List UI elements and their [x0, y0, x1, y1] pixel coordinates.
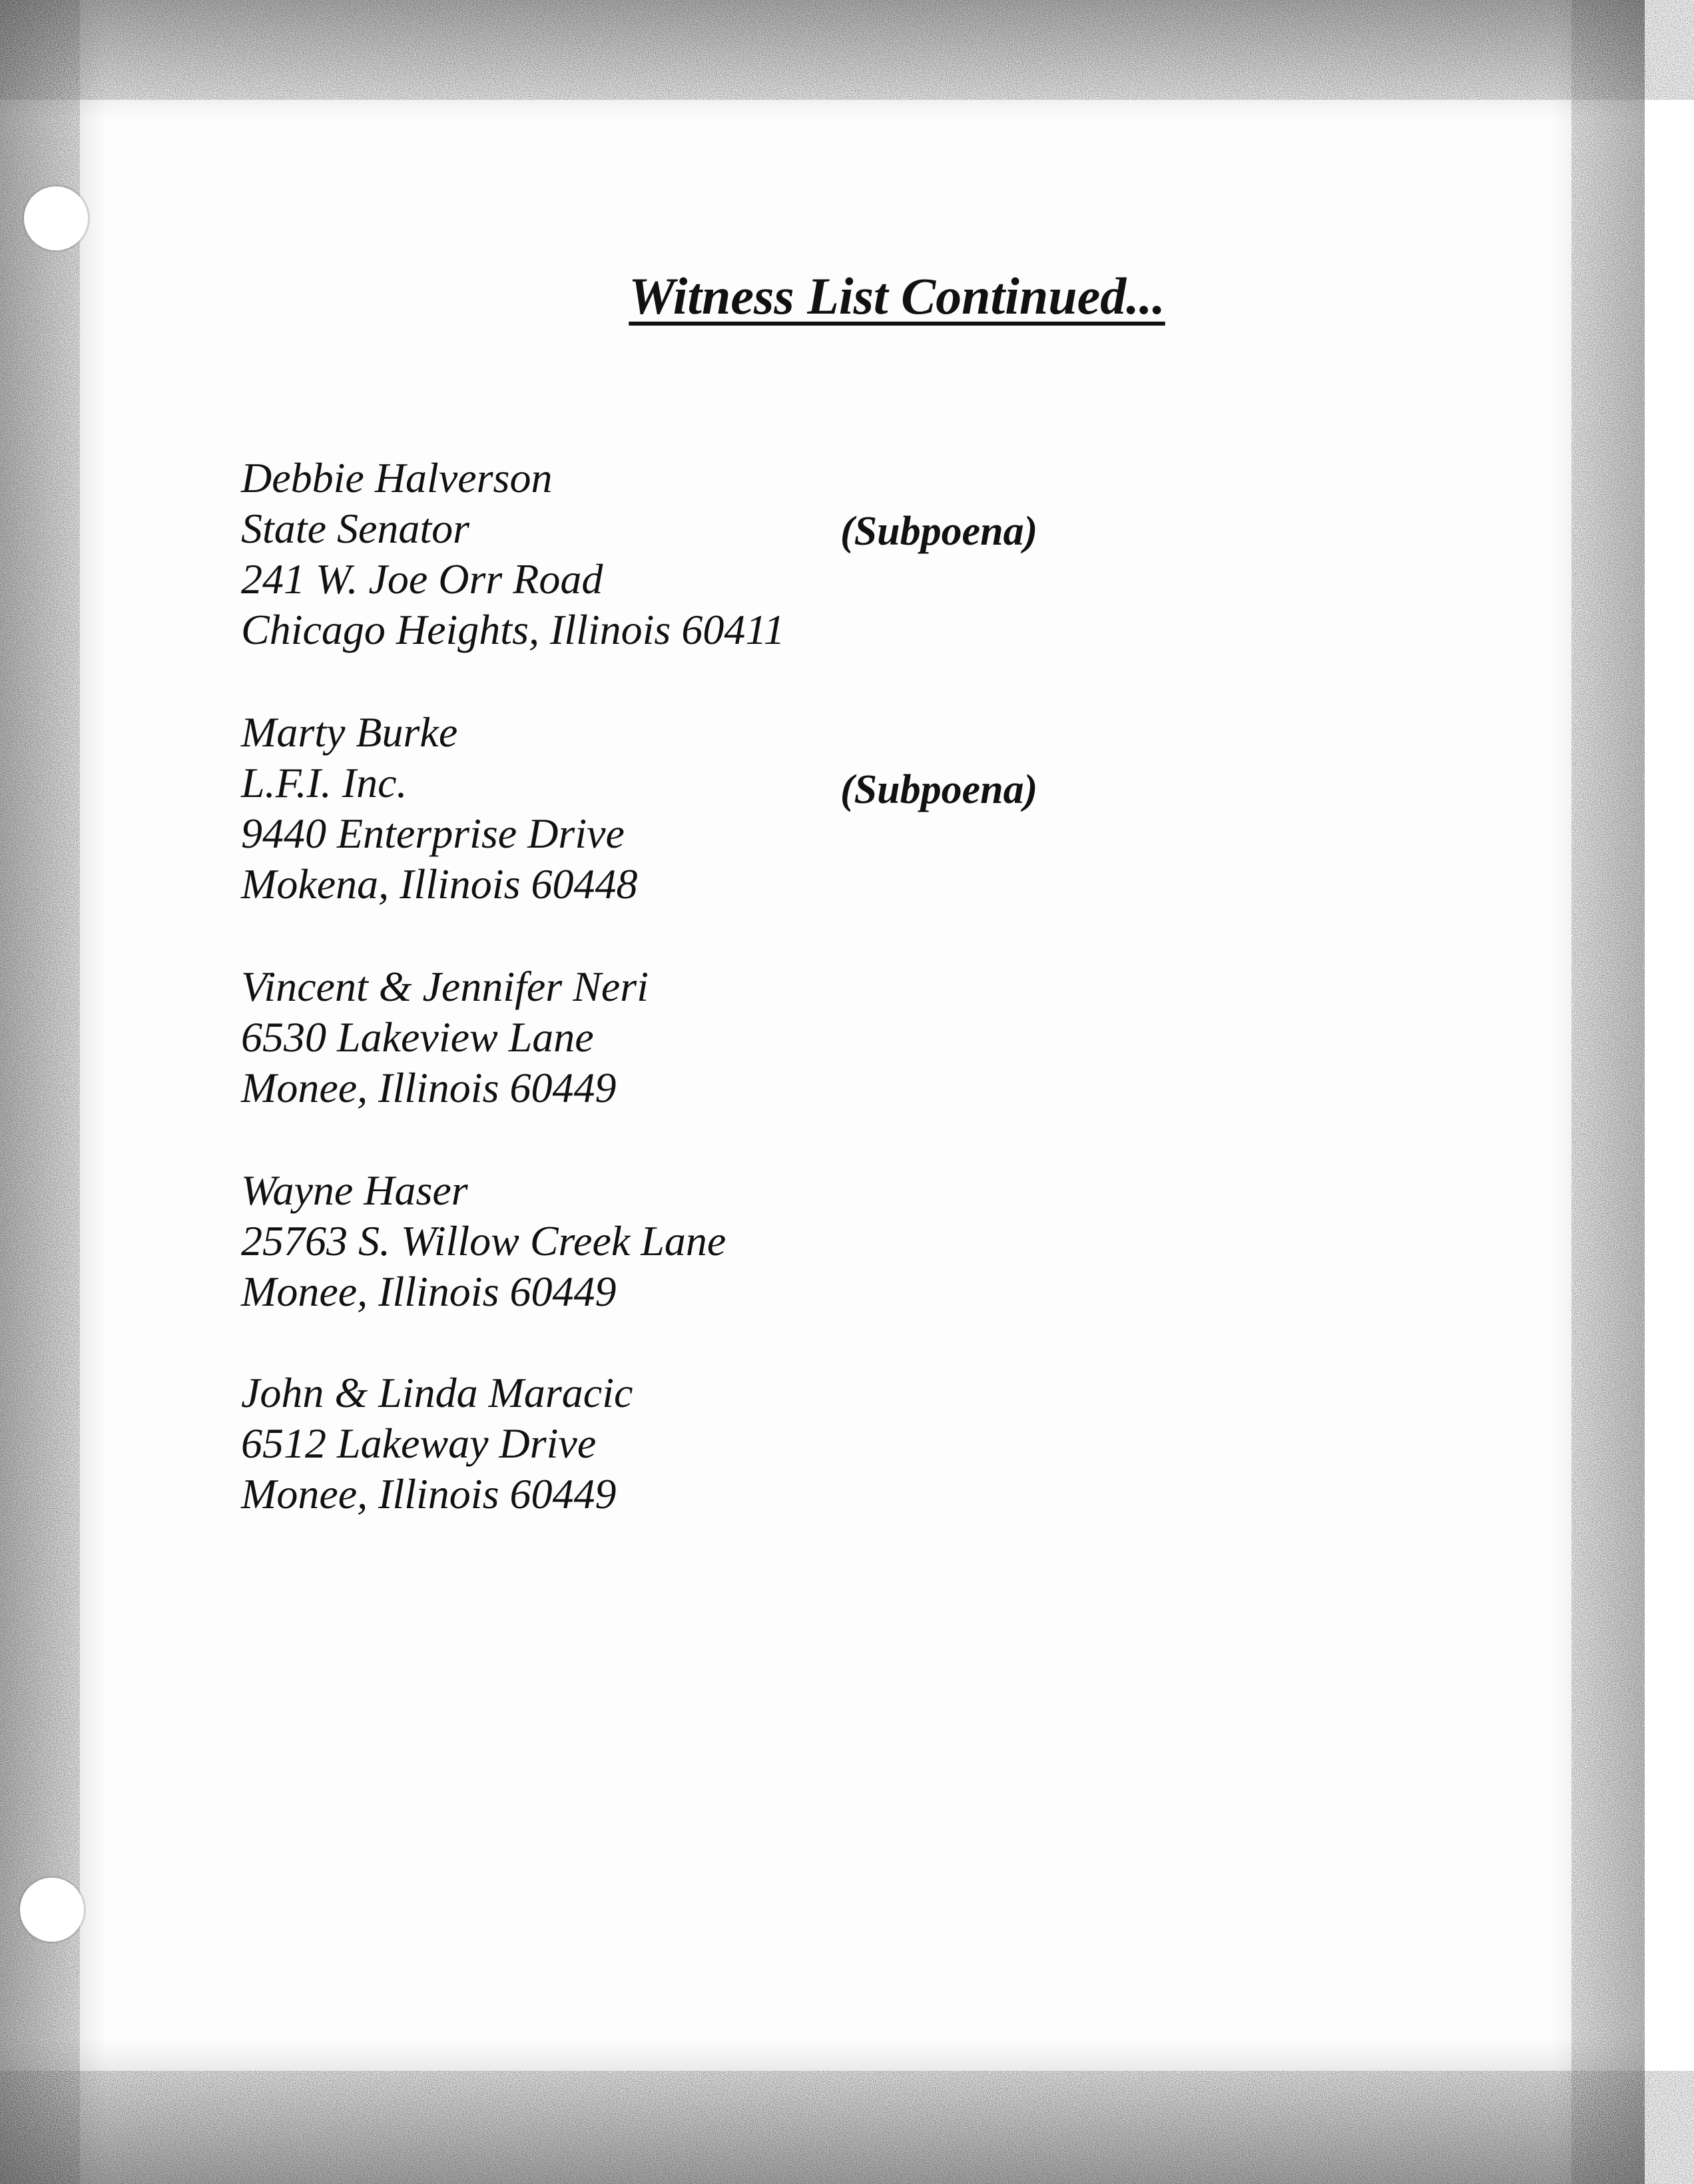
- witness-name: Marty Burke: [241, 708, 458, 756]
- witness-street: 6530 Lakeview Lane: [241, 1013, 594, 1061]
- witness-street: 25763 S. Willow Creek Lane: [241, 1217, 726, 1264]
- page-title: [0, 263, 1694, 330]
- witness-name: Debbie Halverson: [241, 454, 553, 501]
- subpoena-note: (Subpoena): [840, 509, 1038, 554]
- witness-city: Mokena, Illinois 60448: [241, 860, 638, 908]
- witness-street: 241 W. Joe Orr Road: [241, 555, 603, 603]
- witness-name: Wayne Haser: [241, 1167, 468, 1214]
- witness-company: L.F.I. Inc.: [241, 759, 408, 806]
- witness-city: Monee, Illinois 60449: [241, 1470, 617, 1517]
- witness-entry: [241, 961, 1240, 1113]
- punch-hole-bottom: [20, 1878, 84, 1942]
- witness-city: Chicago Heights, Illinois 60411: [241, 606, 785, 653]
- witness-entry: [241, 1165, 1240, 1317]
- subpoena-note: (Subpoena): [840, 767, 1038, 812]
- witness-city: Monee, Illinois 60449: [241, 1268, 617, 1315]
- page-title-text: Witness List Continued...: [629, 267, 1165, 325]
- witness-city: Monee, Illinois 60449: [241, 1064, 617, 1111]
- witness-title: State Senator: [241, 505, 470, 552]
- witness-street: 9440 Enterprise Drive: [241, 810, 625, 857]
- witness-name: John & Linda Maracic: [241, 1369, 633, 1416]
- witness-name: Vincent & Jennifer Neri: [241, 963, 649, 1010]
- punch-hole-top: [24, 186, 88, 250]
- witness-entry: [241, 707, 1240, 910]
- witness-street: 6512 Lakeway Drive: [241, 1420, 597, 1467]
- witness-entry: [241, 1368, 1240, 1519]
- witness-entry: [241, 453, 1240, 655]
